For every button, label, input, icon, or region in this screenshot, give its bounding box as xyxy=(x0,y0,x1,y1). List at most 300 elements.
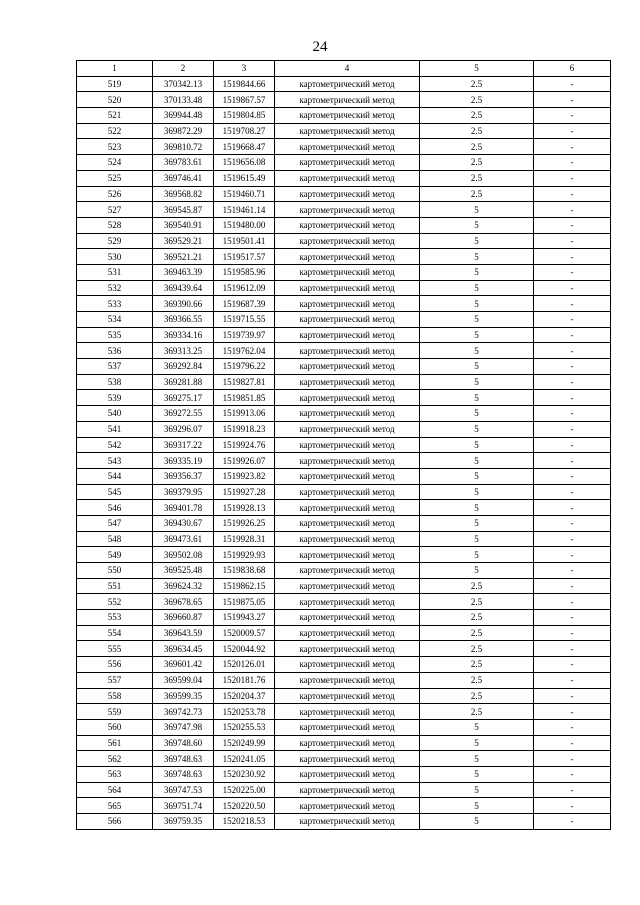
point-number-cell: 536 xyxy=(77,343,153,359)
y-coordinate-cell: 1519918.23 xyxy=(214,421,275,437)
note-cell: - xyxy=(534,170,611,186)
table-row xyxy=(77,264,611,280)
point-number-cell: 562 xyxy=(77,751,153,767)
x-coordinate-cell: 369473.61 xyxy=(153,531,214,547)
point-number-cell: 546 xyxy=(77,500,153,516)
y-coordinate-cell: 1519923.82 xyxy=(214,468,275,484)
page-number: 24 xyxy=(312,39,328,55)
x-coordinate-cell: 369430.67 xyxy=(153,515,214,531)
table-row xyxy=(77,766,611,782)
point-number-cell: 549 xyxy=(77,547,153,563)
y-coordinate-cell: 1519517.57 xyxy=(214,249,275,265)
method-cell: картометрический метод xyxy=(275,578,420,594)
point-number-cell: 559 xyxy=(77,704,153,720)
point-number-cell: 561 xyxy=(77,735,153,751)
accuracy-cell: 2.5 xyxy=(420,578,534,594)
y-coordinate-cell: 1520204.37 xyxy=(214,688,275,704)
note-cell: - xyxy=(534,563,611,579)
note-cell: - xyxy=(534,233,611,249)
column-header-5: 5 xyxy=(420,61,534,77)
x-coordinate-cell: 369313.25 xyxy=(153,343,214,359)
point-number-cell: 541 xyxy=(77,421,153,437)
y-coordinate-cell: 1519461.14 xyxy=(214,202,275,218)
note-cell: - xyxy=(534,437,611,453)
x-coordinate-cell: 369747.98 xyxy=(153,719,214,735)
y-coordinate-cell: 1519913.06 xyxy=(214,406,275,422)
note-cell: - xyxy=(534,751,611,767)
x-coordinate-cell: 369529.21 xyxy=(153,233,214,249)
x-coordinate-cell: 369317.22 xyxy=(153,437,214,453)
y-coordinate-cell: 1519460.71 xyxy=(214,186,275,202)
x-coordinate-cell: 369748.63 xyxy=(153,751,214,767)
point-number-cell: 566 xyxy=(77,814,153,830)
point-number-cell: 554 xyxy=(77,625,153,641)
accuracy-cell: 5 xyxy=(420,280,534,296)
table-row xyxy=(77,390,611,406)
accuracy-cell: 2.5 xyxy=(420,170,534,186)
note-cell: - xyxy=(534,359,611,375)
accuracy-cell: 5 xyxy=(420,343,534,359)
column-header-3: 3 xyxy=(214,61,275,77)
x-coordinate-cell: 369742.73 xyxy=(153,704,214,720)
header-row xyxy=(77,61,611,77)
x-coordinate-cell: 369568.82 xyxy=(153,186,214,202)
y-coordinate-cell: 1519804.85 xyxy=(214,108,275,124)
table-row xyxy=(77,202,611,218)
table-row xyxy=(77,406,611,422)
note-cell: - xyxy=(534,155,611,171)
method-cell: картометрический метод xyxy=(275,76,420,92)
x-coordinate-cell: 369281.88 xyxy=(153,374,214,390)
x-coordinate-cell: 369401.78 xyxy=(153,500,214,516)
accuracy-cell: 2.5 xyxy=(420,641,534,657)
note-cell: - xyxy=(534,782,611,798)
method-cell: картометрический метод xyxy=(275,672,420,688)
x-coordinate-cell: 369643.59 xyxy=(153,625,214,641)
method-cell: картометрический метод xyxy=(275,531,420,547)
table-row xyxy=(77,343,611,359)
x-coordinate-cell: 369390.66 xyxy=(153,296,214,312)
accuracy-cell: 5 xyxy=(420,202,534,218)
table-row xyxy=(77,500,611,516)
note-cell: - xyxy=(534,327,611,343)
note-cell: - xyxy=(534,657,611,673)
accuracy-cell: 5 xyxy=(420,374,534,390)
note-cell: - xyxy=(534,390,611,406)
point-number-cell: 530 xyxy=(77,249,153,265)
y-coordinate-cell: 1520181.76 xyxy=(214,672,275,688)
table-row xyxy=(77,76,611,92)
accuracy-cell: 2.5 xyxy=(420,155,534,171)
method-cell: картометрический метод xyxy=(275,814,420,830)
x-coordinate-cell: 369748.63 xyxy=(153,766,214,782)
table-row xyxy=(77,186,611,202)
method-cell: картометрический метод xyxy=(275,202,420,218)
note-cell: - xyxy=(534,704,611,720)
table-row xyxy=(77,563,611,579)
accuracy-cell: 5 xyxy=(420,735,534,751)
table-row xyxy=(77,657,611,673)
table-row xyxy=(77,468,611,484)
method-cell: картометрический метод xyxy=(275,547,420,563)
table-row xyxy=(77,782,611,798)
point-number-cell: 555 xyxy=(77,641,153,657)
x-coordinate-cell: 369759.35 xyxy=(153,814,214,830)
x-coordinate-cell: 369748.60 xyxy=(153,735,214,751)
y-coordinate-cell: 1519926.07 xyxy=(214,453,275,469)
accuracy-cell: 5 xyxy=(420,500,534,516)
coordinates-table xyxy=(76,60,611,830)
table-row xyxy=(77,594,611,610)
x-coordinate-cell: 369624.32 xyxy=(153,578,214,594)
method-cell: картометрический метод xyxy=(275,390,420,406)
accuracy-cell: 5 xyxy=(420,359,534,375)
point-number-cell: 539 xyxy=(77,390,153,406)
note-cell: - xyxy=(534,719,611,735)
method-cell: картометрический метод xyxy=(275,766,420,782)
x-coordinate-cell: 369366.55 xyxy=(153,312,214,328)
y-coordinate-cell: 1519862.15 xyxy=(214,578,275,594)
note-cell: - xyxy=(534,515,611,531)
point-number-cell: 535 xyxy=(77,327,153,343)
method-cell: картометрический метод xyxy=(275,312,420,328)
table-row xyxy=(77,453,611,469)
note-cell: - xyxy=(534,76,611,92)
method-cell: картометрический метод xyxy=(275,437,420,453)
table-row xyxy=(77,108,611,124)
accuracy-cell: 5 xyxy=(420,547,534,563)
note-cell: - xyxy=(534,594,611,610)
accuracy-cell: 2.5 xyxy=(420,657,534,673)
method-cell: картометрический метод xyxy=(275,704,420,720)
y-coordinate-cell: 1519927.28 xyxy=(214,484,275,500)
note-cell: - xyxy=(534,312,611,328)
y-coordinate-cell: 1519762.04 xyxy=(214,343,275,359)
y-coordinate-cell: 1520249.99 xyxy=(214,735,275,751)
y-coordinate-cell: 1520225.00 xyxy=(214,782,275,798)
method-cell: картометрический метод xyxy=(275,421,420,437)
x-coordinate-cell: 369275.17 xyxy=(153,390,214,406)
y-coordinate-cell: 1519796.22 xyxy=(214,359,275,375)
y-coordinate-cell: 1519687.39 xyxy=(214,296,275,312)
method-cell: картометрический метод xyxy=(275,563,420,579)
point-number-cell: 550 xyxy=(77,563,153,579)
point-number-cell: 544 xyxy=(77,468,153,484)
note-cell: - xyxy=(534,374,611,390)
note-cell: - xyxy=(534,202,611,218)
x-coordinate-cell: 369634.45 xyxy=(153,641,214,657)
method-cell: картометрический метод xyxy=(275,139,420,155)
column-header-6: 6 xyxy=(534,61,611,77)
point-number-cell: 522 xyxy=(77,123,153,139)
point-number-cell: 558 xyxy=(77,688,153,704)
y-coordinate-cell: 1519875.05 xyxy=(214,594,275,610)
note-cell: - xyxy=(534,641,611,657)
y-coordinate-cell: 1519838.68 xyxy=(214,563,275,579)
method-cell: картометрический метод xyxy=(275,123,420,139)
y-coordinate-cell: 1520009.57 xyxy=(214,625,275,641)
x-coordinate-cell: 369783.61 xyxy=(153,155,214,171)
accuracy-cell: 5 xyxy=(420,327,534,343)
accuracy-cell: 2.5 xyxy=(420,688,534,704)
y-coordinate-cell: 1520255.53 xyxy=(214,719,275,735)
y-coordinate-cell: 1519708.27 xyxy=(214,123,275,139)
point-number-cell: 531 xyxy=(77,264,153,280)
point-number-cell: 563 xyxy=(77,766,153,782)
note-cell: - xyxy=(534,814,611,830)
accuracy-cell: 2.5 xyxy=(420,610,534,626)
accuracy-cell: 2.5 xyxy=(420,704,534,720)
table-body xyxy=(77,76,611,829)
accuracy-cell: 5 xyxy=(420,390,534,406)
y-coordinate-cell: 1519924.76 xyxy=(214,437,275,453)
table-row xyxy=(77,217,611,233)
method-cell: картометрический метод xyxy=(275,719,420,735)
method-cell: картометрический метод xyxy=(275,484,420,500)
x-coordinate-cell: 369599.35 xyxy=(153,688,214,704)
method-cell: картометрический метод xyxy=(275,657,420,673)
method-cell: картометрический метод xyxy=(275,515,420,531)
point-number-cell: 565 xyxy=(77,798,153,814)
table-row xyxy=(77,421,611,437)
x-coordinate-cell: 369379.95 xyxy=(153,484,214,500)
y-coordinate-cell: 1519851.85 xyxy=(214,390,275,406)
table-row xyxy=(77,359,611,375)
x-coordinate-cell: 369746.41 xyxy=(153,170,214,186)
note-cell: - xyxy=(534,688,611,704)
y-coordinate-cell: 1520220.50 xyxy=(214,798,275,814)
y-coordinate-cell: 1519928.31 xyxy=(214,531,275,547)
accuracy-cell: 5 xyxy=(420,421,534,437)
accuracy-cell: 5 xyxy=(420,312,534,328)
point-number-cell: 551 xyxy=(77,578,153,594)
table-row xyxy=(77,515,611,531)
method-cell: картометрический метод xyxy=(275,264,420,280)
x-coordinate-cell: 369525.48 xyxy=(153,563,214,579)
x-coordinate-cell: 369272.55 xyxy=(153,406,214,422)
note-cell: - xyxy=(534,421,611,437)
note-cell: - xyxy=(534,766,611,782)
accuracy-cell: 5 xyxy=(420,766,534,782)
accuracy-cell: 5 xyxy=(420,453,534,469)
table-row xyxy=(77,484,611,500)
y-coordinate-cell: 1519480.00 xyxy=(214,217,275,233)
point-number-cell: 542 xyxy=(77,437,153,453)
table-row xyxy=(77,155,611,171)
table-row xyxy=(77,578,611,594)
accuracy-cell: 5 xyxy=(420,751,534,767)
y-coordinate-cell: 1519585.96 xyxy=(214,264,275,280)
table-row xyxy=(77,641,611,657)
y-coordinate-cell: 1520126.01 xyxy=(214,657,275,673)
y-coordinate-cell: 1520230.92 xyxy=(214,766,275,782)
method-cell: картометрический метод xyxy=(275,249,420,265)
y-coordinate-cell: 1519715.55 xyxy=(214,312,275,328)
table-row xyxy=(77,719,611,735)
accuracy-cell: 5 xyxy=(420,798,534,814)
method-cell: картометрический метод xyxy=(275,296,420,312)
y-coordinate-cell: 1519615.49 xyxy=(214,170,275,186)
table-row xyxy=(77,139,611,155)
point-number-cell: 547 xyxy=(77,515,153,531)
accuracy-cell: 5 xyxy=(420,406,534,422)
method-cell: картометрический метод xyxy=(275,280,420,296)
method-cell: картометрический метод xyxy=(275,170,420,186)
column-header-1: 1 xyxy=(77,61,153,77)
x-coordinate-cell: 369296.07 xyxy=(153,421,214,437)
note-cell: - xyxy=(534,264,611,280)
point-number-cell: 528 xyxy=(77,217,153,233)
method-cell: картометрический метод xyxy=(275,186,420,202)
y-coordinate-cell: 1520253.78 xyxy=(214,704,275,720)
point-number-cell: 537 xyxy=(77,359,153,375)
table-row xyxy=(77,170,611,186)
y-coordinate-cell: 1519929.93 xyxy=(214,547,275,563)
point-number-cell: 523 xyxy=(77,139,153,155)
accuracy-cell: 5 xyxy=(420,719,534,735)
method-cell: картометрический метод xyxy=(275,468,420,484)
table-row xyxy=(77,688,611,704)
y-coordinate-cell: 1520044.92 xyxy=(214,641,275,657)
accuracy-cell: 5 xyxy=(420,437,534,453)
note-cell: - xyxy=(534,123,611,139)
method-cell: картометрический метод xyxy=(275,610,420,626)
x-coordinate-cell: 369335.19 xyxy=(153,453,214,469)
accuracy-cell: 5 xyxy=(420,217,534,233)
note-cell: - xyxy=(534,92,611,108)
method-cell: картометрический метод xyxy=(275,798,420,814)
note-cell: - xyxy=(534,531,611,547)
note-cell: - xyxy=(534,296,611,312)
table-row xyxy=(77,312,611,328)
accuracy-cell: 5 xyxy=(420,249,534,265)
y-coordinate-cell: 1520218.53 xyxy=(214,814,275,830)
accuracy-cell: 2.5 xyxy=(420,76,534,92)
table-row xyxy=(77,704,611,720)
method-cell: картометрический метод xyxy=(275,327,420,343)
x-coordinate-cell: 369356.37 xyxy=(153,468,214,484)
table-row xyxy=(77,374,611,390)
accuracy-cell: 2.5 xyxy=(420,672,534,688)
table-row xyxy=(77,233,611,249)
point-number-cell: 524 xyxy=(77,155,153,171)
x-coordinate-cell: 369439.64 xyxy=(153,280,214,296)
note-cell: - xyxy=(534,217,611,233)
method-cell: картометрический метод xyxy=(275,735,420,751)
method-cell: картометрический метод xyxy=(275,688,420,704)
accuracy-cell: 5 xyxy=(420,563,534,579)
method-cell: картометрический метод xyxy=(275,155,420,171)
y-coordinate-cell: 1519656.08 xyxy=(214,155,275,171)
method-cell: картометрический метод xyxy=(275,343,420,359)
note-cell: - xyxy=(534,610,611,626)
note-cell: - xyxy=(534,406,611,422)
point-number-cell: 552 xyxy=(77,594,153,610)
note-cell: - xyxy=(534,108,611,124)
point-number-cell: 520 xyxy=(77,92,153,108)
method-cell: картометрический метод xyxy=(275,500,420,516)
note-cell: - xyxy=(534,798,611,814)
accuracy-cell: 2.5 xyxy=(420,625,534,641)
x-coordinate-cell: 369292.84 xyxy=(153,359,214,375)
method-cell: картометрический метод xyxy=(275,108,420,124)
method-cell: картометрический метод xyxy=(275,233,420,249)
point-number-cell: 553 xyxy=(77,610,153,626)
y-coordinate-cell: 1520241.05 xyxy=(214,751,275,767)
accuracy-cell: 2.5 xyxy=(420,108,534,124)
table-row xyxy=(77,798,611,814)
x-coordinate-cell: 369660.87 xyxy=(153,610,214,626)
x-coordinate-cell: 369810.72 xyxy=(153,139,214,155)
point-number-cell: 534 xyxy=(77,312,153,328)
note-cell: - xyxy=(534,453,611,469)
point-number-cell: 556 xyxy=(77,657,153,673)
method-cell: картометрический метод xyxy=(275,359,420,375)
accuracy-cell: 5 xyxy=(420,296,534,312)
point-number-cell: 527 xyxy=(77,202,153,218)
table-row xyxy=(77,437,611,453)
method-cell: картометрический метод xyxy=(275,453,420,469)
accuracy-cell: 2.5 xyxy=(420,123,534,139)
method-cell: картометрический метод xyxy=(275,406,420,422)
x-coordinate-cell: 369502.08 xyxy=(153,547,214,563)
table-row xyxy=(77,123,611,139)
point-number-cell: 545 xyxy=(77,484,153,500)
table-row xyxy=(77,92,611,108)
table-row xyxy=(77,735,611,751)
table-row xyxy=(77,625,611,641)
note-cell: - xyxy=(534,625,611,641)
note-cell: - xyxy=(534,500,611,516)
note-cell: - xyxy=(534,280,611,296)
method-cell: картометрический метод xyxy=(275,782,420,798)
table-header xyxy=(77,61,611,77)
point-number-cell: 526 xyxy=(77,186,153,202)
table-row xyxy=(77,296,611,312)
table-row xyxy=(77,249,611,265)
table-row xyxy=(77,531,611,547)
accuracy-cell: 2.5 xyxy=(420,594,534,610)
x-coordinate-cell: 369601.42 xyxy=(153,657,214,673)
y-coordinate-cell: 1519827.81 xyxy=(214,374,275,390)
x-coordinate-cell: 369545.87 xyxy=(153,202,214,218)
x-coordinate-cell: 369334.16 xyxy=(153,327,214,343)
method-cell: картометрический метод xyxy=(275,594,420,610)
method-cell: картометрический метод xyxy=(275,374,420,390)
y-coordinate-cell: 1519501.41 xyxy=(214,233,275,249)
point-number-cell: 529 xyxy=(77,233,153,249)
accuracy-cell: 2.5 xyxy=(420,139,534,155)
y-coordinate-cell: 1519943.27 xyxy=(214,610,275,626)
table-row xyxy=(77,751,611,767)
note-cell: - xyxy=(534,672,611,688)
y-coordinate-cell: 1519844.66 xyxy=(214,76,275,92)
accuracy-cell: 5 xyxy=(420,782,534,798)
y-coordinate-cell: 1519668.47 xyxy=(214,139,275,155)
point-number-cell: 557 xyxy=(77,672,153,688)
note-cell: - xyxy=(534,468,611,484)
method-cell: картометрический метод xyxy=(275,92,420,108)
y-coordinate-cell: 1519926.25 xyxy=(214,515,275,531)
point-number-cell: 540 xyxy=(77,406,153,422)
x-coordinate-cell: 369463.39 xyxy=(153,264,214,280)
table-row xyxy=(77,610,611,626)
column-header-2: 2 xyxy=(153,61,214,77)
accuracy-cell: 5 xyxy=(420,264,534,280)
column-header-4: 4 xyxy=(275,61,420,77)
x-coordinate-cell: 369540.91 xyxy=(153,217,214,233)
method-cell: картометрический метод xyxy=(275,751,420,767)
